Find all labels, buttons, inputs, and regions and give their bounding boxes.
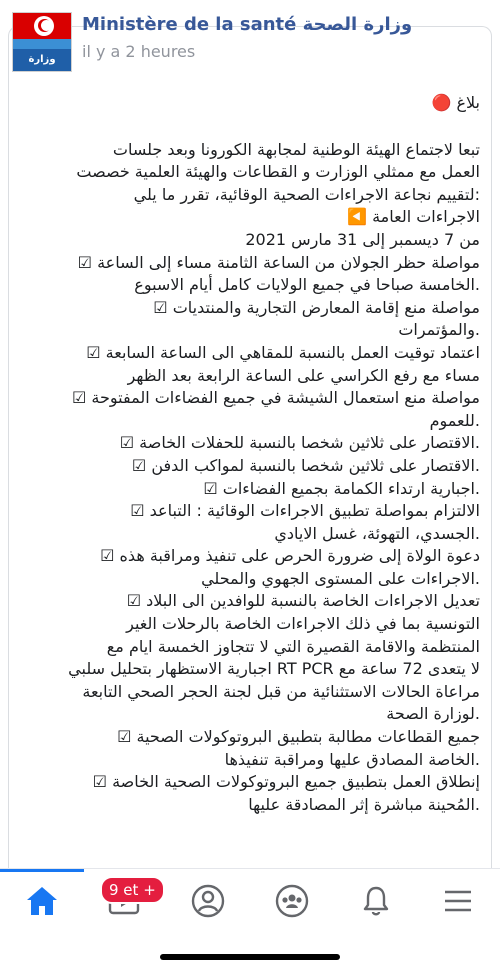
post-text-line: .المُحينة مباشرة إثر المصادقة عليها [248,794,480,814]
post-text-line: التونسية بما في ذلك الاجراءات الخاصة بالرحلات الغير [126,614,480,634]
post-text [14,92,480,816]
post-text-line: .للعموم [429,410,480,430]
profile-tab[interactable] [176,879,240,937]
post-text-line: تعديل الاجراءات الخاصة بالنسبة للوافدين الى البلاد ☑ [126,591,480,611]
post-text-line: العمل مع ممثلي الوزارت و القطاعات والهيئة العلمية خصصت [76,162,480,182]
home-tab[interactable] [10,879,74,937]
notifications-icon [358,883,394,919]
post-text-line: مساء مع رفع الكراسي على الساعة الرابعة بعد الظهر [127,365,480,385]
post-text-line: .الاقتصار على ثلاثين شخصا بالنسبة لمواكب الدفن ☑ [131,455,480,475]
profile-icon [190,883,226,919]
post-text-line: مواصلة منع إقامة المعارض التجارية والمنتديات ☑ [153,297,480,317]
post-text-line: دعوة الولاة إلى ضرورة الحرص على تنفيذ ومراقبة هذه ☑ [100,546,480,566]
post-text-line: إنطلاق العمل بتطبيق جميع البروتوكولات الصحية الخاصة ☑ [92,772,480,792]
page-avatar[interactable] [12,12,72,87]
post-text-line: مراعاة الحالات الاستثنائية من قبل لجنة الحجر الصحي التابعة [82,681,480,701]
paragraph-gap [14,115,480,139]
groups-icon [274,883,310,919]
post-text-line: لا يتعدى 72 ساعة مع RT PCR اجبارية الاستظهار بتحليل سلبي [68,659,480,679]
home-icon [24,883,60,919]
post-text-line: المنتظمة والاقامة القصيرة التي لا تتجاوز الخمسة ايام مع [106,636,480,656]
post-text-line: مواصلة منع استعمال الشيشة في جميع الفضاءات المفتوحة ☑ [72,388,480,408]
post-text-line: .الاقتصار على ثلاثين شخصا بالنسبة للحفلات الخاصة ☑ [119,433,480,453]
post-text-line: .الجسدي، التهوئة، غسل الايادي [274,523,480,543]
post-text-line: .اجبارية ارتداء الكمامة بجميع الفضاءات ☑ [203,478,480,498]
post-text-line: مواصلة حظر الجولان من الساعة الثامنة مساء إلى الساعة ☑ [77,252,480,272]
post-text-line: الالتزام بمواصلة تطبيق الاجراءات الوقائية : التباعد ☑ [130,501,480,521]
home-indicator[interactable] [160,954,340,960]
post-header [12,10,482,87]
post-text-line: .الخاصة المصادق عليها ومراقبة تنفيذها [224,749,480,769]
post-text-line: من 7 ديسمبر إلى 31 مارس 2021 [245,229,480,249]
post-text-line: تبعا لاجتماع الهيئة الوطنية لمجابهة الكورونا وبعد جلسات [112,139,480,159]
tunisia-flag-icon [13,13,71,39]
active-tab-indicator [0,869,84,872]
menu-icon [440,883,476,919]
post-text-line: .والمؤتمرات [398,320,480,340]
post-text-line: اعتماد توقيت العمل بالنسبة للمقاهي الى الساعة السابعة ☑ [86,342,480,362]
post-text-line: .لوزارة الصحة [386,704,480,724]
post-text-line: :لتقييم نجاعة الاجراءات الصحية الوقائية، تقرر ما يلي [133,184,480,204]
avatar-text: وزارة الصحة [13,49,71,71]
post-text-line: .الاجراءات على المستوى الجهوي والمحلي [201,568,480,588]
post-timestamp[interactable]: il y a 2 heures [82,42,196,61]
post-text-line: بلاغ 🔴 [431,93,480,112]
post-text-line: جميع القطاعات مطالبة بتطبيق البروتوكولات الصحية ☑ [117,727,480,747]
groups-tab[interactable] [260,879,324,937]
post-text-line: .الخامسة صباحا في جميع الولايات كامل أيام الاسبوع [134,275,480,295]
menu-tab[interactable] [426,879,490,937]
video-notification-badge: 9 et + [100,876,165,904]
post-text-line: الاجراءات العامة ◀️ [347,207,480,227]
notifications-tab[interactable] [344,879,408,937]
page-name[interactable]: Ministère de la santé وزارة الصحة [82,14,413,35]
